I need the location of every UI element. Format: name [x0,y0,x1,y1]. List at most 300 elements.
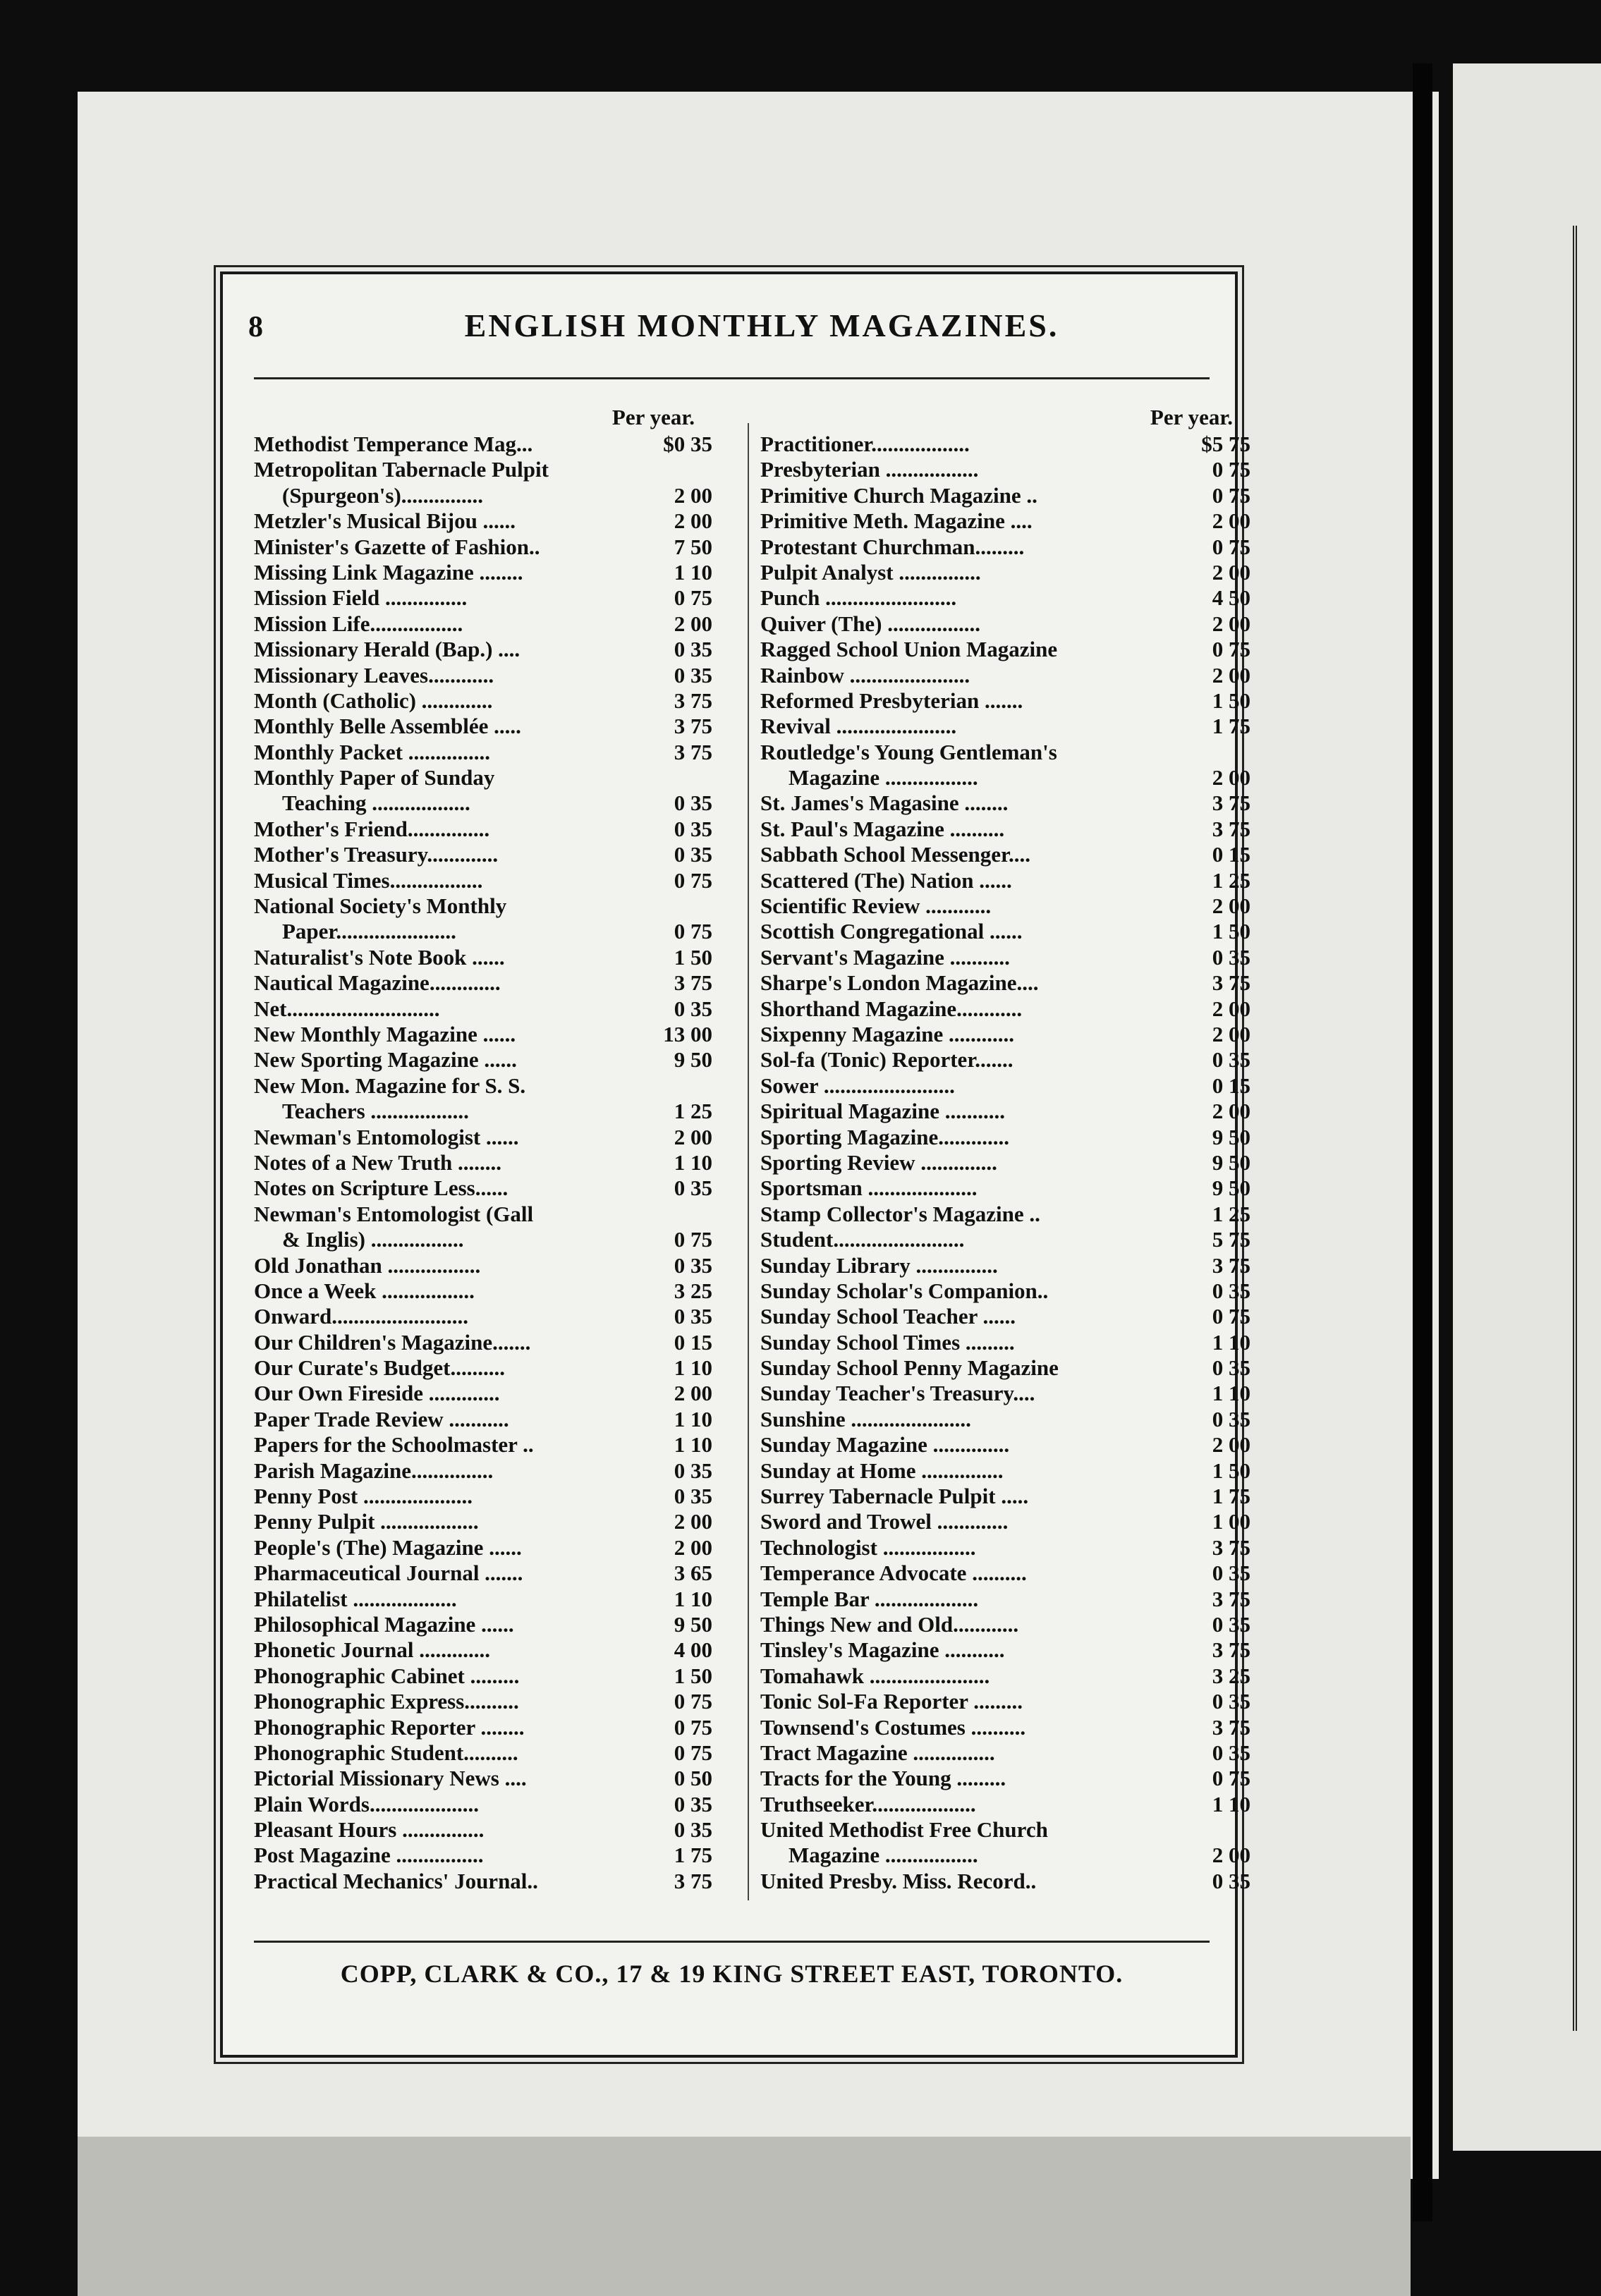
magazine-row [254,637,712,662]
magazine-name: Practical Mechanics' Journal.. [254,1868,538,1893]
magazine-row [760,663,1250,688]
magazine-row [760,1073,1250,1099]
magazine-name: Scattered (The) Nation ...... [760,867,1012,893]
magazine-price: 1 10 [674,1149,712,1175]
magazine-row [760,1304,1250,1329]
magazine-row [760,790,1250,816]
magazine-row [760,483,1250,508]
magazine-name: Phonographic Student.......... [254,1740,518,1765]
magazine-row [254,1740,712,1766]
magazine-name: Magazine ................. [789,765,978,790]
magazine-price: 4 00 [674,1637,712,1663]
magazine-row [760,1099,1250,1124]
magazine-name: Phonographic Express.......... [254,1689,519,1714]
magazine-price: $0 35 [663,432,712,456]
column-header: Per year. [611,405,695,429]
magazine-row [254,1150,712,1176]
magazine-name: Notes on Scripture Less...... [254,1176,509,1201]
magazine-name: United Presby. Miss. Record.. [760,1868,1037,1893]
adjacent-page-border [1573,226,1601,2031]
magazine-price: 3 75 [674,739,712,764]
magazine-row [254,1202,712,1227]
magazine-name: Shorthand Magazine............ [760,996,1023,1021]
magazine-row [254,842,712,867]
magazine-price: 0 35 [1212,1868,1250,1893]
magazine-name: Sunday Library ............... [760,1252,998,1278]
magazine-price: 1 75 [674,1843,712,1868]
magazine-name: Missionary Leaves............ [254,662,494,688]
left-column [254,403,712,1894]
magazine-row [254,996,712,1022]
magazine-name: Philosophical Magazine ...... [254,1611,514,1637]
magazine-price: 0 35 [674,842,712,867]
magazine-row [760,1176,1250,1201]
magazine-name: Scientific Review ............ [760,893,992,919]
magazine-price: 2 00 [674,508,712,534]
magazine-name: Pharmaceutical Journal ....... [254,1561,523,1586]
magazine-name: United Methodist Free Church [760,1817,1048,1843]
magazine-price: 1 75 [1212,714,1250,739]
magazine-row [254,535,712,560]
magazine-price: 0 35 [1212,1047,1250,1073]
magazine-row [254,970,712,996]
magazine-row [254,1869,712,1894]
magazine-row [760,1432,1250,1458]
magazine-name: St. Paul's Magazine .......... [760,816,1005,841]
magazine-price: 0 35 [674,1484,712,1509]
magazine-name: Servant's Magazine ........... [760,944,1010,970]
magazine-price: 0 75 [1212,482,1250,508]
magazine-price: 3 75 [1212,790,1250,816]
magazine-row [254,1278,712,1304]
magazine-row [760,970,1250,996]
magazine-row [760,1766,1250,1791]
magazine-price: 1 25 [1212,867,1250,893]
magazine-row [254,1458,712,1484]
title-rule [254,377,1210,379]
magazine-price: 1 10 [674,1355,712,1381]
magazine-price: 1 00 [1212,1509,1250,1534]
magazine-row [760,1355,1250,1381]
magazine-price: 0 75 [674,867,712,893]
magazine-name: & Inglis) ................. [282,1227,464,1252]
magazine-name: Sword and Trowel ............. [760,1509,1009,1534]
magazine-price: 3 75 [674,970,712,996]
magazine-name: Sabbath School Messenger.... [760,842,1030,867]
magazine-price: 0 75 [674,1714,712,1740]
magazine-price: 0 35 [1212,944,1250,970]
magazine-name: Teachers .................. [282,1099,469,1124]
magazine-row [254,1047,712,1073]
magazine-row [760,1278,1250,1304]
magazine-price: 0 75 [1212,1766,1250,1791]
right-column [760,403,1250,1894]
magazine-row [760,457,1250,482]
magazine-row [760,1689,1250,1714]
magazine-row [760,535,1250,560]
magazine-row [760,1612,1250,1637]
magazine-price: 2 00 [674,1124,712,1149]
magazine-row [760,432,1250,457]
magazine-row [254,457,712,482]
magazine-name: Sunday Magazine .............. [760,1432,1010,1458]
magazine-price: 2 00 [1212,893,1250,919]
magazine-name: Nautical Magazine............. [254,970,501,996]
magazine-row [254,919,712,944]
magazine-row [760,1715,1250,1740]
book-binding [1413,63,1432,2221]
magazine-name: Sol-fa (Tonic) Reporter....... [760,1047,1013,1073]
magazine-price: 1 10 [1212,1381,1250,1406]
magazine-name: Monthly Packet ............... [254,739,490,764]
magazine-name: New Sporting Magazine ...... [254,1047,517,1073]
magazine-row [760,996,1250,1022]
magazine-price: 2 00 [1212,996,1250,1021]
magazine-row [254,868,712,893]
magazine-row [760,714,1250,739]
magazine-name: People's (The) Magazine ...... [254,1534,522,1560]
magazine-price: 0 35 [1212,1406,1250,1431]
magazine-name: Mother's Treasury............. [254,842,499,867]
magazine-row [254,611,712,637]
magazine-price: 3 75 [674,1868,712,1893]
magazine-price: 2 00 [1212,765,1250,790]
magazine-name: Sixpenny Magazine ............ [760,1021,1014,1046]
magazine-name: Magazine ................. [789,1843,978,1868]
magazine-row [254,714,712,739]
magazine-price: 0 35 [674,1817,712,1843]
magazine-price: 0 35 [674,1176,712,1201]
magazine-price: 3 75 [1212,1637,1250,1663]
magazine-price: 3 75 [674,714,712,739]
magazine-name: New Mon. Magazine for S. S. [254,1073,526,1098]
magazine-name: Routledge's Young Gentleman's [760,739,1057,764]
magazine-name: Parish Magazine............... [254,1458,494,1483]
magazine-name: Sunday School Teacher ...... [760,1304,1016,1329]
magazine-row [760,1535,1250,1561]
magazine-name: Tomahawk ...................... [760,1663,990,1688]
magazine-row [760,842,1250,867]
magazine-price: 7 50 [674,534,712,559]
column-header: Per year. [1150,405,1233,429]
magazine-row [254,1304,712,1329]
magazine-price: 5 75 [1212,1227,1250,1252]
magazine-price: 2 00 [674,1381,712,1406]
magazine-name: Metzler's Musical Bijou ...... [254,508,516,534]
magazine-name: National Society's Monthly [254,893,507,919]
magazine-price: 0 35 [1212,1689,1250,1714]
magazine-name: Reformed Presbyterian ....... [760,688,1023,713]
magazine-price: 0 75 [674,1227,712,1252]
magazine-price: 3 75 [1212,1252,1250,1278]
magazine-row [254,432,712,457]
magazine-row [254,1689,712,1714]
magazine-name: Penny Post .................... [254,1484,473,1509]
magazine-price: 0 35 [1212,1611,1250,1637]
magazine-row [254,765,712,790]
magazine-name: Metropolitan Tabernacle Pulpit [254,457,549,482]
magazine-row [254,1792,712,1817]
magazine-name: Punch ........................ [760,585,957,611]
magazine-price: 0 75 [1212,534,1250,559]
magazine-price: 1 10 [674,559,712,585]
magazine-price: 13 00 [663,1021,712,1046]
magazine-name: Methodist Temperance Mag... [254,432,533,456]
magazine-name: Paper...................... [282,919,456,944]
magazine-price: 0 35 [674,1791,712,1816]
magazine-price: 0 15 [1212,1073,1250,1098]
magazine-price: 1 50 [674,1663,712,1688]
magazine-price: 2 00 [1212,559,1250,585]
magazine-row [760,817,1250,842]
magazine-row [760,560,1250,585]
magazine-name: Missionary Herald (Bap.) .... [254,637,521,662]
magazine-row [760,585,1250,611]
magazine-row [254,1355,712,1381]
magazine-price: 1 75 [1212,1484,1250,1509]
magazine-name: Phonetic Journal ............. [254,1637,490,1663]
magazine-price: 2 00 [1212,1099,1250,1124]
magazine-name: Spiritual Magazine ........... [760,1099,1006,1124]
magazine-row [254,1484,712,1509]
magazine-price: 2 00 [1212,662,1250,688]
magazine-name: Sower ........................ [760,1073,955,1098]
magazine-name: Phonographic Cabinet ......... [254,1663,520,1688]
magazine-row [254,663,712,688]
magazine-price: 0 75 [674,1689,712,1714]
magazine-name: Net............................ [254,996,440,1021]
magazine-price: 9 50 [674,1611,712,1637]
magazine-row [254,1509,712,1534]
magazine-row [254,1766,712,1791]
magazine-name: Tinsley's Magazine ........... [760,1637,1005,1663]
magazine-price: 1 50 [1212,1458,1250,1483]
magazine-price: 0 35 [674,637,712,662]
magazine-price: 3 75 [1212,816,1250,841]
magazine-name: Musical Times................. [254,867,483,893]
magazine-price: 3 75 [1212,1586,1250,1611]
magazine-row [760,1381,1250,1406]
magazine-name: Student........................ [760,1227,965,1252]
magazine-name: Naturalist's Note Book ...... [254,944,505,970]
magazine-name: Our Curate's Budget.......... [254,1355,505,1381]
magazine-row [760,1022,1250,1047]
magazine-name: Tonic Sol-Fa Reporter ......... [760,1689,1023,1714]
magazine-row [254,817,712,842]
magazine-row [254,1073,712,1099]
magazine-name: Mission Life................. [254,611,463,636]
magazine-price: 0 75 [674,1740,712,1765]
magazine-price: 3 25 [674,1278,712,1303]
magazine-price: 0 35 [674,790,712,816]
magazine-row [760,1740,1250,1766]
magazine-row [254,1253,712,1278]
magazine-name: Our Own Fireside ............. [254,1381,500,1406]
footer-rule [254,1941,1210,1943]
magazine-price: 3 75 [1212,1714,1250,1740]
magazine-name: Scottish Congregational ...... [760,919,1023,944]
magazine-name: Tract Magazine ............... [760,1740,995,1765]
magazine-price: 0 75 [674,585,712,611]
magazine-price: 1 50 [1212,688,1250,713]
magazine-name: Sunday School Penny Magazine [760,1355,1059,1381]
magazine-price: 9 50 [1212,1176,1250,1201]
magazine-price: 2 00 [1212,1432,1250,1458]
magazine-row [760,1817,1250,1843]
magazine-price: 3 25 [1212,1663,1250,1688]
magazine-name: Pulpit Analyst ............... [760,559,981,585]
magazine-row [760,1150,1250,1176]
magazine-price: 9 50 [674,1047,712,1073]
magazine-name: Sunshine ...................... [760,1406,971,1431]
magazine-row [254,1612,712,1637]
magazine-name: Quiver (The) ................. [760,611,980,636]
magazine-price: 3 75 [674,688,712,713]
magazine-row [254,1330,712,1355]
magazine-row [760,740,1250,765]
magazine-row [254,1381,712,1406]
magazine-name: Practitioner.................. [760,432,970,456]
magazine-name: Stamp Collector's Magazine .. [760,1201,1040,1226]
magazine-price: 1 25 [1212,1201,1250,1226]
magazine-row [254,1561,712,1586]
magazine-name: Monthly Paper of Sunday [254,765,495,790]
magazine-name: St. James's Magasine ........ [760,790,1009,816]
magazine-row [254,1817,712,1843]
right-list [760,432,1250,1894]
magazine-price: 0 35 [674,662,712,688]
magazine-name: Once a Week ................. [254,1278,475,1303]
magazine-row [760,1458,1250,1484]
publisher-footer: COPP, CLARK & CO., 17 & 19 KING STREET EAST, TORONTO. [340,1960,1124,1988]
magazine-price: 2 00 [1212,508,1250,534]
magazine-price: 1 10 [674,1432,712,1458]
magazine-name: Temperance Advocate .......... [760,1561,1027,1586]
magazine-price: 1 25 [674,1099,712,1124]
magazine-price: 2 00 [674,1509,712,1534]
magazine-row [760,1637,1250,1663]
magazine-name: Primitive Church Magazine .. [760,482,1037,508]
magazine-row [760,1125,1250,1150]
magazine-name: Notes of a New Truth ........ [254,1149,502,1175]
magazine-row [254,1535,712,1561]
magazine-name: Pleasant Hours ............... [254,1817,485,1843]
magazine-row [760,1330,1250,1355]
magazine-name: Missing Link Magazine ........ [254,559,523,585]
magazine-row [760,1202,1250,1227]
magazine-price: 1 10 [674,1406,712,1431]
magazine-row [760,893,1250,919]
magazine-row [254,1407,712,1432]
magazine-name: Paper Trade Review ........... [254,1406,509,1431]
magazine-name: Post Magazine ................ [254,1843,484,1868]
magazine-row [254,945,712,970]
magazine-name: Revival ...................... [760,714,957,739]
magazine-name: Tracts for the Young ......... [760,1766,1006,1791]
magazine-price: 1 10 [1212,1791,1250,1816]
magazine-price: 4 50 [1212,585,1250,611]
magazine-price: 2 00 [674,1534,712,1560]
magazine-price: 1 50 [1212,919,1250,944]
magazine-name: Phonographic Reporter ........ [254,1714,525,1740]
magazine-price: 0 75 [1212,457,1250,482]
magazine-price: 0 75 [1212,1304,1250,1329]
magazine-name: Monthly Belle Assemblée ..... [254,714,521,739]
magazine-price: 9 50 [1212,1124,1250,1149]
magazine-price: $5 75 [1201,432,1250,456]
magazine-name: Mission Field ............... [254,585,468,611]
magazine-name: Teaching .................. [282,790,470,816]
magazine-price: 1 10 [1212,1329,1250,1355]
magazine-price: 0 35 [674,996,712,1021]
magazine-name: Plain Words.................... [254,1791,479,1816]
magazine-name: Truthseeker................... [760,1791,976,1816]
magazine-price: 0 35 [674,816,712,841]
magazine-name: Townsend's Costumes .......... [760,1714,1026,1740]
magazine-name: Surrey Tabernacle Pulpit ..... [760,1484,1029,1509]
magazine-row [760,1509,1250,1534]
page-number: 8 [248,311,263,343]
magazine-row [760,637,1250,662]
magazine-row [760,611,1250,637]
magazine-name: (Spurgeon's)............... [282,482,484,508]
magazine-price: 2 00 [1212,1021,1250,1046]
magazine-name: Minister's Gazette of Fashion.. [254,534,540,559]
magazine-name: Things New and Old............ [760,1611,1019,1637]
magazine-row [254,1022,712,1047]
magazine-row [760,765,1250,790]
magazine-name: Newman's Entomologist (Gall [254,1201,534,1226]
magazine-name: Sporting Magazine............. [760,1124,1010,1149]
magazine-row [760,1561,1250,1586]
page-title: ENGLISH MONTHLY MAGAZINES. [464,307,1059,343]
magazine-row [254,508,712,534]
magazine-row [760,1587,1250,1612]
magazine-name: Sunday Scholar's Companion.. [760,1278,1049,1303]
magazine-name: Presbyterian ................. [760,457,979,482]
magazine-row [254,1099,712,1124]
magazine-price: 3 75 [1212,970,1250,996]
magazine-price: 3 75 [1212,1534,1250,1560]
magazine-name: Primitive Meth. Magazine .... [760,508,1033,534]
magazine-row [760,1047,1250,1073]
magazine-row [254,1663,712,1689]
magazine-name: Sunday at Home ............... [760,1458,1004,1483]
magazine-name: Penny Pulpit .................. [254,1509,479,1534]
magazine-name: New Monthly Magazine ...... [254,1021,516,1046]
magazine-price: 0 35 [674,1304,712,1329]
magazine-row [760,945,1250,970]
magazine-row [254,1176,712,1201]
magazine-name: Protestant Churchman......... [760,534,1025,559]
magazine-price: 0 35 [1212,1561,1250,1586]
magazine-row [254,1587,712,1612]
magazine-row [254,1125,712,1150]
magazine-name: Rainbow ...................... [760,662,970,688]
magazine-name: Sunday School Times ......... [760,1329,1015,1355]
magazine-price: 2 00 [1212,1843,1250,1868]
magazine-name: Old Jonathan ................. [254,1252,481,1278]
magazine-price: 0 35 [1212,1355,1250,1381]
magazine-row [254,1715,712,1740]
magazine-price: 0 15 [1212,842,1250,867]
magazine-row [254,483,712,508]
magazine-row [254,740,712,765]
magazine-price: 0 35 [674,1458,712,1483]
magazine-name: Philatelist ................... [254,1586,457,1611]
magazine-row [254,1637,712,1663]
magazine-price: 0 15 [674,1329,712,1355]
